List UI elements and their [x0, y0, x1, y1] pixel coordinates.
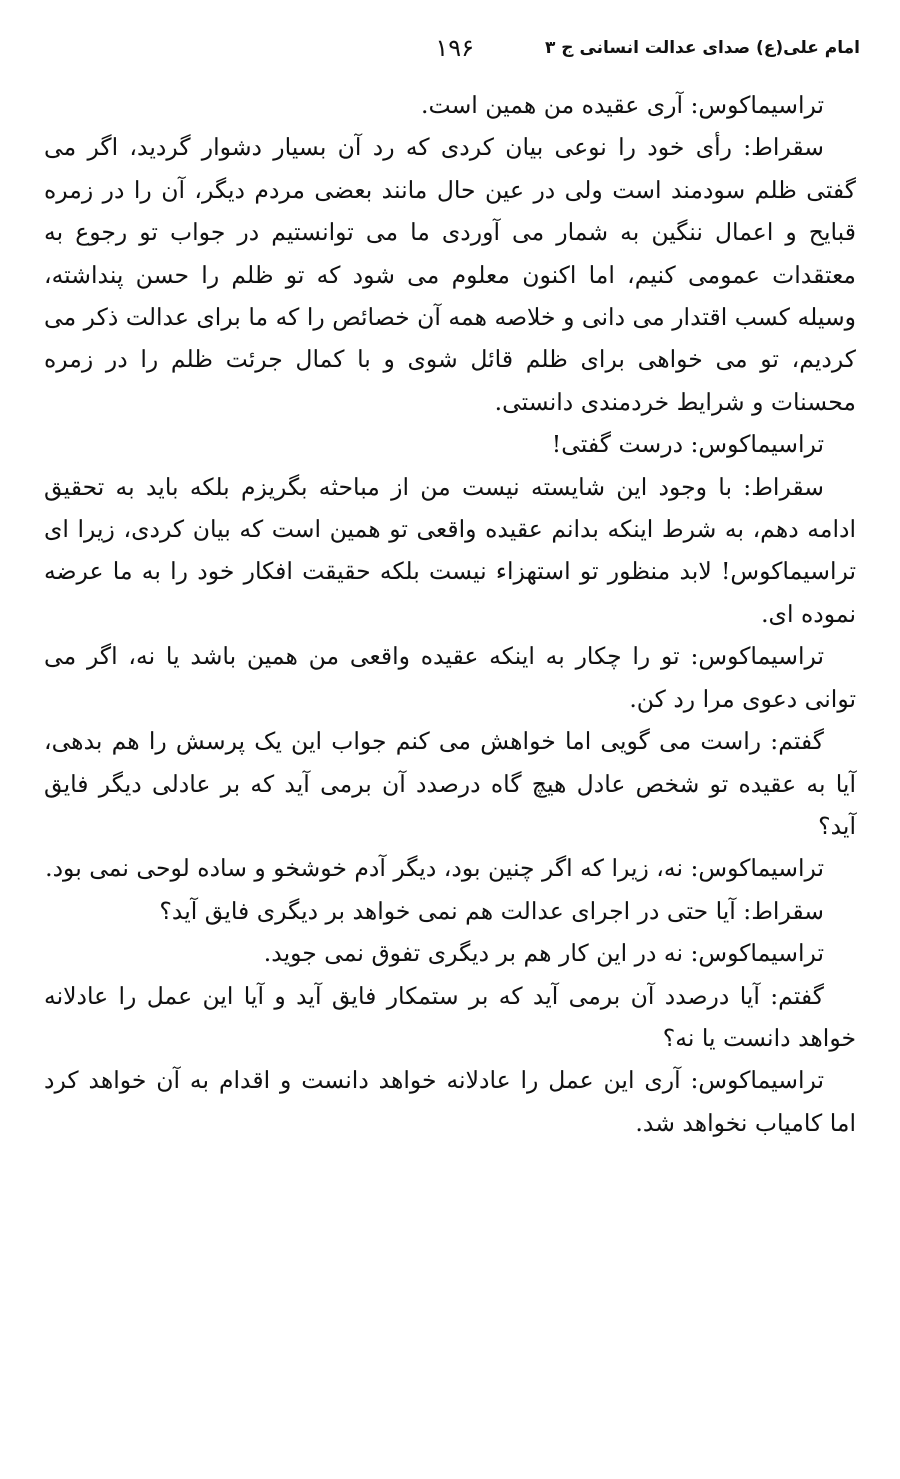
paragraph: سقراط: با وجود این شایسته نیست من از مباحثه بگریزم بلکه باید به تحقیق ادامه دهم، به شرط اینکه بدانم عقیده واقعی تو همین است که بیان کردی، زیرا ای تراسیماکوس! لابد منظور تو استهزاء نیست بلکه حقیقت افکار خود را به ما عرضه نموده ای. — [44, 472, 856, 628]
paragraph: تراسیماکوس: نه در این کار هم بر دیگری تفوق نمی جوید. — [263, 939, 824, 968]
paragraph: تراسیماکوس: نه، زیرا که اگر چنین بود، دیگر آدم خوشخو و ساده لوحی نمی بود. — [45, 854, 824, 883]
paragraph: تراسیماکوس: تو را چکار به اینکه عقیده واقعی من همین باشد یا نه، اگر می توانی دعوی مرا رد کن. — [44, 642, 856, 713]
body-text — [44, 84, 856, 1144]
paragraph: سقراط: آیا حتی در اجرای عدالت هم نمی خواهد بر دیگری فایق آید؟ — [159, 896, 824, 925]
running-title: امام علی(ع) صدای عدالت انسانی ج ۳ — [544, 38, 860, 58]
paragraph: تراسیماکوس: آری این عمل را عادلانه خواهد دانست و اقدام به آن خواهد کرد اما کامیاب نخواهد شد. — [44, 1066, 856, 1137]
page-number: ۱۹۶ — [435, 34, 474, 62]
page-header — [40, 34, 860, 68]
paragraph: تراسیماکوس: درست گفتی! — [551, 430, 824, 459]
paragraph: گفتم: آیا درصدد آن برمی آید که بر ستمکار فایق آید و آیا این عمل را عادلانه خواهد دانست یا نه؟ — [44, 981, 856, 1052]
paragraph: تراسیماکوس: آری عقیده من همین است. — [421, 91, 824, 119]
paragraph: گفتم: راست می گویی اما خواهش می کنم جواب این یک پرسش را هم بدهی، آیا به عقیده تو شخص عادل هیچ گاه درصدد آن برمی آید که بر عادلی دیگر فایق آید؟ — [44, 727, 856, 840]
paragraph: سقراط: رأی خود را نوعی بیان کردی که رد آن بسیار دشوار گردید، اگر می گفتی ظلم سودمند است ولی در عین حال مانند بعضی مردم دیگر، آن را در زمره قبایح و اعمال ننگین به شمار می آوردی ما می توانستیم در جواب تو رجوع به معتقدات عمومی کنیم، اما اکنون معلوم می شود که تو ظلم را حسن پنداشته، وسیله کسب اقتدار می دانی و خلاصه همه آن خصائص را که ما برای عدالت ذکر می کردیم، تو می خواهی برای ظلم قائل شوی و با کمال جرئت ظلم را در زمره محسنات و شرایط خردمندی دانستی. — [44, 133, 857, 416]
